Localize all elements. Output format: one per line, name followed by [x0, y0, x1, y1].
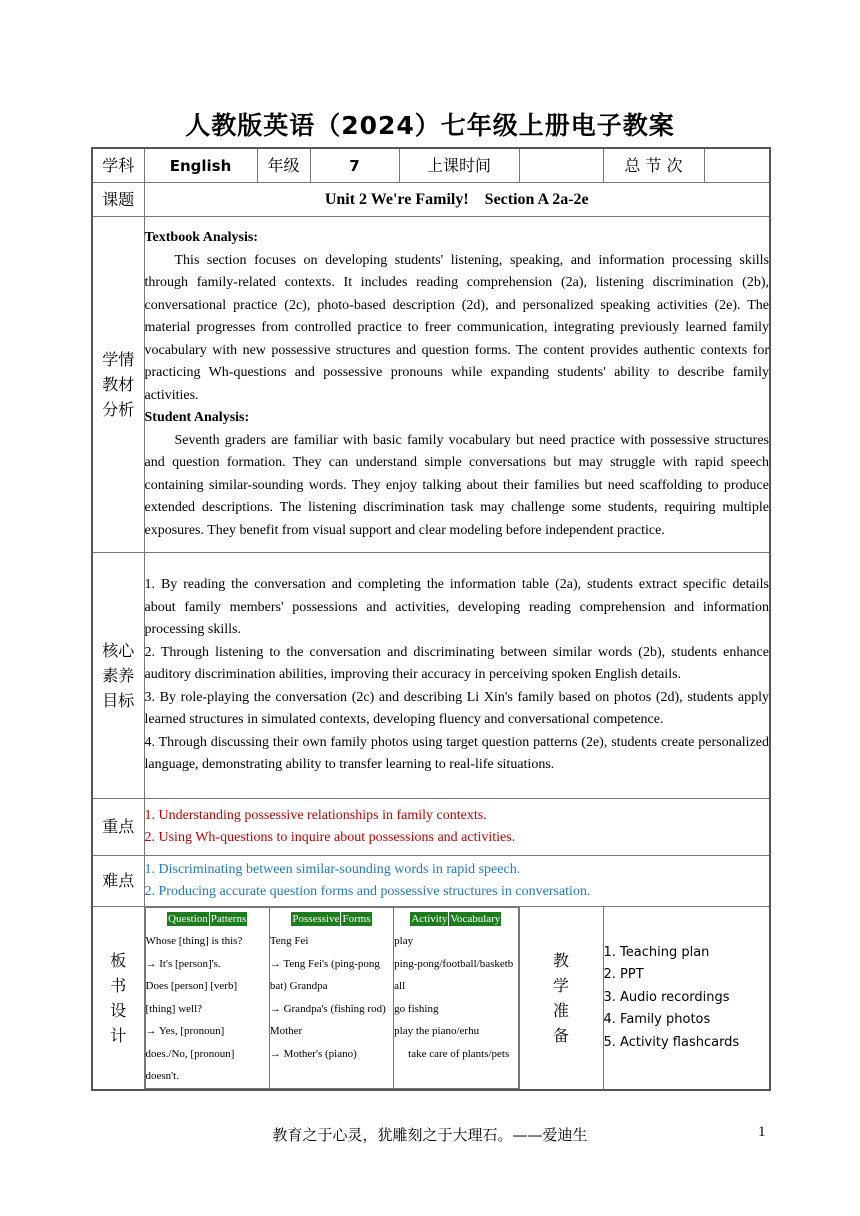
- prep-item: 1. Teaching plan: [603, 944, 710, 960]
- analysis-content: [144, 217, 770, 553]
- key-points-content: [144, 799, 770, 856]
- prep-item: 2. PPT: [603, 967, 644, 983]
- objective-item: 2. Through listening to the conversation and discriminating between similar words (2b), students enhance auditory discrimination abilities, improving their accuracy in perceiving spoken English details.: [144, 644, 769, 683]
- objective-item: 1. By reading the conversation and completing the information table (2a), students extract specific details about family members' possessions and activities, developing reading comprehension and information processing skills.: [144, 577, 769, 638]
- lesson-plan-table: [91, 147, 771, 1091]
- board-column-header: Question Patterns: [168, 913, 247, 925]
- key-points-row: [92, 799, 770, 856]
- teaching-prep-list: [603, 907, 770, 1091]
- analysis-label: 学情 教材 分析: [92, 217, 144, 553]
- teaching-prep-label: 教 学 准 备: [519, 907, 603, 1091]
- grade-label: 年级: [257, 148, 310, 183]
- header-row: [92, 148, 770, 183]
- board-table: [145, 907, 519, 1089]
- prep-item: 4. Family photos: [603, 1012, 711, 1028]
- subject-value: English: [144, 148, 257, 183]
- grade-value: 7: [310, 148, 399, 183]
- objectives-content: [144, 553, 770, 799]
- key-point-item: 2. Using Wh-questions to inquire about possessions and activities.: [144, 830, 516, 845]
- class-time-label: 上课时间: [399, 148, 519, 183]
- topic-row: [92, 183, 770, 217]
- difficulty-item: 1. Discriminating between similar-sounding words in rapid speech.: [144, 861, 521, 877]
- difficulties-label: 难点: [92, 856, 144, 907]
- board-prep-row: [92, 907, 770, 1091]
- document-title: 人教版英语（2024）七年级上册电子教案: [185, 111, 675, 140]
- difficulties-row: [92, 856, 770, 907]
- board-design-content: [144, 907, 519, 1091]
- board-column-possessive-forms: Possessive Forms Teng Fei → Teng Fei's (ping-pong bat) Grandpa → Grandpa's (fishing rod) Mother → Mother's (piano): [269, 908, 393, 1089]
- difficulties-content: [144, 856, 770, 907]
- analysis-row: [92, 217, 770, 553]
- objective-item: 3. By role-playing the conversation (2c) and describing Li Xin's family based on photos (2d), students apply learned structures in simulated contexts, developing fluency and conversational competence.: [144, 689, 769, 728]
- key-point-item: 1. Understanding possessive relationships in family contexts.: [144, 807, 487, 823]
- board-column-header: Possessive Forms: [292, 913, 371, 925]
- total-sessions-value: [704, 148, 770, 183]
- topic-label: 课题: [92, 183, 144, 217]
- page-number: 1: [758, 1124, 766, 1140]
- textbook-analysis-body: This section focuses on developing students' listening, speaking, and information processing skills through family-related contexts. It includes reading comprehension (2a), listening discrimination (2b), conversational practice (2c), photo-based description (2d), and personalized speaking activities (2e). The material progresses from controlled practice to freer communication, integrating previously learned family vocabulary with new possessive structures and question forms. The content provides authentic contexts for practicing Wh-questions and possessive pronouns while expanding students' ability to describe family activities.: [144, 252, 769, 403]
- student-analysis-body: Seventh graders are familiar with basic family vocabulary but need practice with possessive structures and question formation. They can understand simple conversations but may struggle with rapid speech containing similar-sounding words. They enjoy talking about their families but need scaffolding to produce extended descriptions. The listening discrimination task may challenge some students, requiring multiple exposures. They benefit from visual support and clear modeling before independent practice.: [144, 432, 769, 538]
- topic-value: Unit 2 We're Family! Section A 2a-2e: [144, 183, 770, 217]
- prep-item: 3. Audio recordings: [603, 989, 730, 1005]
- board-column-header: Activity Vocabulary: [411, 913, 501, 925]
- subject-label: 学科: [92, 148, 144, 183]
- difficulty-item: 2. Producing accurate question forms and possessive structures in conversation.: [144, 884, 591, 899]
- objectives-row: [92, 553, 770, 799]
- board-column-question-patterns: Question Patterns Whose [thing] is this? → It's [person]'s. Does [person] [verb] [thing] well? → Yes, [pronoun] does./No, [pronoun] doesn't.: [145, 908, 269, 1089]
- objectives-label: 核心 素养 目标: [92, 553, 144, 799]
- class-time-value: [519, 148, 603, 183]
- key-points-label: 重点: [92, 799, 144, 856]
- footer-quote: 教育之于心灵，犹雕刻之于大理石。——爱迪生: [272, 1126, 588, 1144]
- total-sessions-label: 总 节 次: [603, 148, 704, 183]
- objective-item: 4. Through discussing their own family photos using target question patterns (2e), students create personalized language, demonstrating ability to transfer learning to real-life situations.: [144, 734, 769, 773]
- textbook-analysis-heading: Textbook Analysis:: [144, 230, 258, 245]
- prep-item: 5. Activity flashcards: [603, 1034, 740, 1050]
- board-design-label: 板 书 设 计: [92, 907, 144, 1091]
- student-analysis-heading: Student Analysis:: [144, 410, 250, 425]
- board-column-activity-vocabulary: Activity Vocabulary play ping-pong/football/basketball go fishing play the piano/erhu take care of plants/pets: [394, 908, 518, 1089]
